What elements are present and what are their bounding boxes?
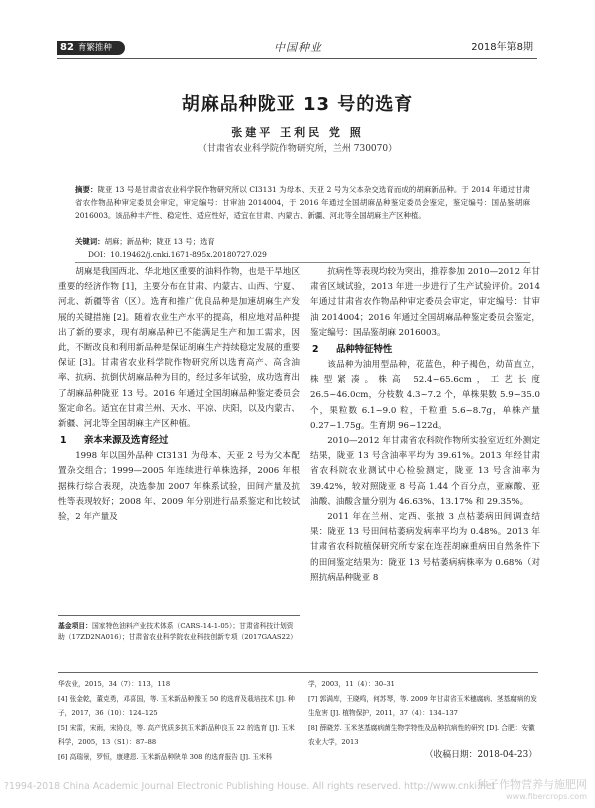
- section1-paragraph: 1998 年以国外品种 CI3131 为母本、天亚 2 号为父本配置杂交组合；1999—2005 年连续进行单株选择，2006 年根据株行综合表现，决选参加 2007 年株系试验，田间产量及抗性等表现较好；2008 年、2009 年分别进行品系鉴定和比较试验，2 年产量及: [58, 451, 300, 523]
- funding-text: 国家特色油料产业技术体系（CARS-14-1-05）；甘肃省科技计划资助（17ZD2NA016）；甘肃省农业科学院农业科技创新专项（2017GAAS22）: [58, 622, 297, 641]
- article-affiliation: （甘肃省农业科学院作物研究所，兰州 730070）: [197, 144, 398, 154]
- section-heading-1: [58, 432, 300, 449]
- section-number: 1: [60, 435, 67, 447]
- abstract-text: 陇亚 13 号是甘肃省农业科学院作物研究所以 CI3131 为母本、天亚 2 号为父本杂交选育而成的胡麻新品种。于 2014 年通过甘肃省农作物品种审定委员会审定，审定编号：甘审油 2014004，于 2016 年通过全国胡麻品种鉴定委员会鉴定，鉴定编号：国品鉴胡麻 2016003。该品种丰产性、稳定性、适应性好，适宜在甘肃、内蒙古、新疆、河北等全国胡麻主产区种植。: [75, 185, 530, 220]
- page-badge: [57, 41, 125, 55]
- reference-item: [8] 薛晓芳. 玉米茎基腐病菌生物学特性及品种抗病性的研究 [D]. 合肥：安徽农业大学，2013: [308, 723, 535, 747]
- header-divider: [57, 58, 537, 59]
- copyright-notice: ?1994-2018 China Academic Journal Electronic Publishing House. All rights reserved. http://www.cnki.net: [4, 781, 496, 792]
- article-authors: 张建平 王利民 党 照: [231, 126, 364, 139]
- doi: DOI：10.19462/j.cnki.1671-895x.20180727.029: [88, 250, 267, 259]
- keywords-text: 胡麻；新品种；陇亚 13 号；选育: [104, 237, 215, 246]
- abstract-label: 摘要：: [75, 185, 98, 194]
- oil-content-paragraph: 2010—2012 年甘肃省农科院作物所实验室近红外测定结果，陇亚 13 号含油率平均为 39.61%。2013 年经甘肃省农科院农业测试中心检验测定，陇亚 13 号含油率为 39.42%，较对照陇亚 8 号高 1.44 个百分点，亚麻酸、亚油酸、油酸含量分别为 46.63%、13.17% 和 29.35%。: [310, 436, 540, 507]
- received-date: （收稿日期：2018-04-23）: [424, 750, 537, 760]
- right-column: [310, 265, 540, 586]
- disease-paragraph: 2011 年在兰州、定西、张掖 3 点枯萎病田间调查结果：陇亚 13 号田间枯萎病发病率平均为 0.48%。2013 年甘肃省农科院植保研究所专家在连茬胡麻重病田自然条件下的田间鉴定结果为：陇亚 13 号枯萎病病株率为 0.68%（对照抗病品种陇亚 8: [310, 512, 540, 583]
- section-title: 亲本来源及选育经过: [84, 435, 169, 447]
- page-number: 82: [60, 42, 74, 53]
- journal-logo: 中国种业: [274, 41, 322, 54]
- keywords: [75, 236, 530, 248]
- references-divider: [58, 672, 538, 673]
- section-title: 品种特征特性: [336, 344, 393, 356]
- abstract-divider: [75, 262, 530, 263]
- intro-paragraph: 胡麻是我国西北、华北地区重要的油料作物，也是干旱地区重要的经济作物 [1]，主要分布在甘肃、内蒙古、山西、宁夏、河北、新疆等省（区）。选育和推广优良品种是加速胡麻生产发展的关键措施 [2]。随着农业生产水平的提高，相应地对品种提出了新的要求，现有胡麻品种已不能满足生产和加工需求，因此，不断改良和利用新品种是保证胡麻生产持续稳定发展的重要保证 [3]。甘肃省农业科学院作物研究所以选育高产、高含油率、抗病、抗倒伏胡麻品种为目的，经过多年试验，成功选育出了胡麻品种陇亚 13 号。2016 年通过全国胡麻品种鉴定委员会鉴定命名。适宜在甘肃兰州、天水、平凉、庆阳，以及内蒙古、新疆、河北等全国胡麻主产区种植。: [58, 267, 300, 430]
- funding-note: [58, 615, 300, 643]
- keywords-label: 关键词：: [75, 237, 105, 246]
- section-number: 2: [312, 344, 319, 356]
- reference-item: [5] 宋雷，宋雨，宋协良，等. 高产优质多抗玉米新品种良玉 22 的选育 [J]. 玉米科学，2005，13（S1）：87–88: [58, 723, 295, 747]
- reference-item: 华农业，2015，34（7）：113，118: [58, 680, 171, 688]
- footer: [0, 778, 595, 808]
- section-heading-2: [310, 341, 540, 358]
- traits-paragraph: 该品种为油用型品种，花蓝色，种子褐色，幼苗直立，株型紧凑。株高 52.4~65.6cm，工艺长度 26.5~46.0cm，分枝数 4.3~7.2 个，单株果数 5.9~35.0 个，果粒数 6.1~9.0 粒，千粒重 5.6~8.7g，单株产量 0.27~1.75g。生育期 96~122d。: [310, 360, 540, 431]
- column-name: 育繁推种: [77, 43, 112, 53]
- issue-label: 2018年第8期: [471, 42, 533, 53]
- funding-label: 基金项目：: [58, 622, 92, 630]
- watermark-text: 种子作物营养与施肥网: [477, 778, 587, 791]
- abstract: [75, 183, 530, 222]
- reference-item: 学，2003，11（4）：30–31: [308, 680, 395, 688]
- references-left: [58, 677, 298, 765]
- reference-item: [6] 高瑞景，罗恒，康建恩. 玉米新品种陕单 308 的选育报告 [J]. 玉米科: [58, 752, 273, 761]
- watermark-url: www.fibercrops.com: [506, 792, 587, 801]
- reference-item: [7] 郭满库，王晓鸣，何苏琴，等. 2009 年甘肃省玉米穗腐病、茎基腐病的发生危害 [J]. 植物保护，2011，37（4）：134–137: [308, 694, 537, 718]
- left-column: [58, 265, 300, 525]
- reference-item: [4] 张金乾，董克勇，邓喜国，等. 玉米新品种豫玉 50 的选育及栽培技术 [J]. 种子，2017，36（10）：124–125: [58, 694, 295, 718]
- continued-paragraph: 抗病性等表现均较为突出，推荐参加 2010—2012 年甘肃省区域试验，2013 年进一步进行了生产试验评价。2014 年通过甘肃省农作物品种审定委员会审定，审定编号：甘审油 2014004；2016 年通过全国胡麻品种鉴定委员会鉴定，鉴定编号：国品鉴胡麻 2016003。: [310, 267, 540, 338]
- references-right: [308, 677, 540, 750]
- article-title: 胡麻品种陇亚 13 号的选育: [181, 94, 414, 115]
